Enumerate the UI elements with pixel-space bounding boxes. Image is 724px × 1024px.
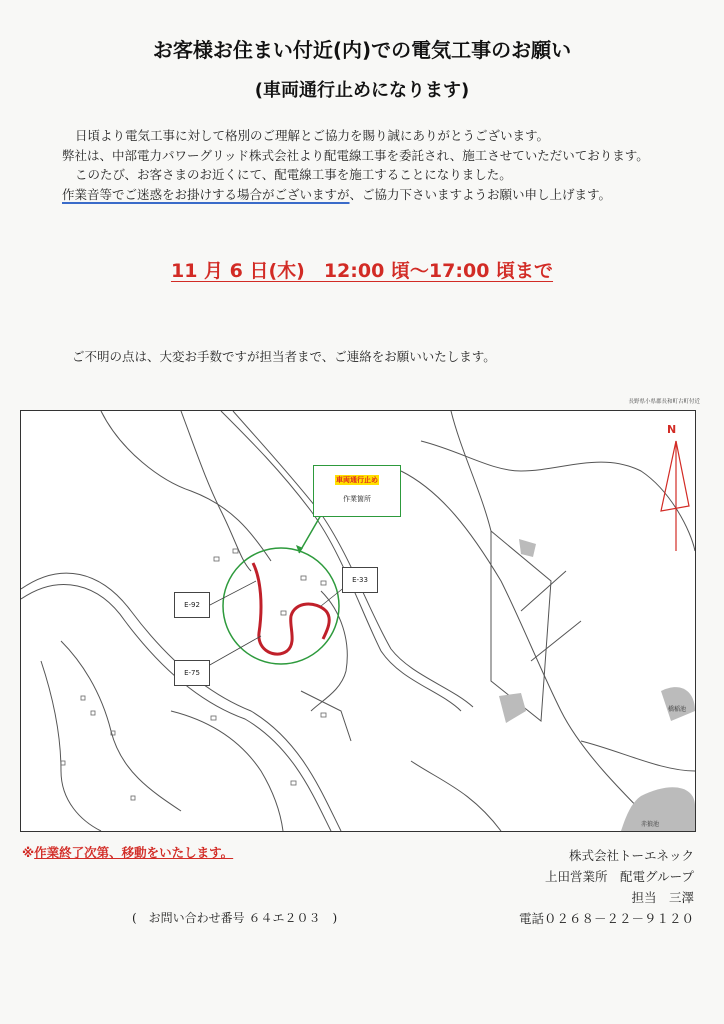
note-text: 作業終了次第、移動をいたします。 bbox=[34, 845, 234, 860]
road-line bbox=[411, 761, 501, 831]
inquiry-reference-number: ( お問い合わせ番号 ６４エ２０３ ) bbox=[132, 911, 338, 925]
body-text bbox=[62, 126, 702, 204]
pole-label-e92: E-92 bbox=[174, 592, 210, 618]
inquiry-text: ご不明の点は、大変お手数ですが担当者まで、ご連絡をお願いいたします。 bbox=[72, 349, 496, 364]
company-person: 担当 三澤 bbox=[631, 890, 694, 905]
road-line bbox=[41, 661, 101, 831]
road-line bbox=[171, 711, 283, 831]
completion-note bbox=[22, 843, 233, 861]
page-title: お客様お住まい付近(内)での電気工事のお願い bbox=[152, 38, 572, 62]
road-line bbox=[101, 411, 271, 561]
company-name: 株式会社トーエネック bbox=[568, 848, 694, 863]
place-label-2: 赤狼池 bbox=[641, 821, 660, 828]
ponds bbox=[499, 539, 695, 831]
pond-shape bbox=[519, 539, 536, 557]
company-office: 上田営業所 配電グループ bbox=[544, 869, 694, 884]
body-line-4-rest: 、ご協力下さいますようお願い申し上げます。 bbox=[349, 186, 612, 202]
callout-arrow bbox=[299, 515, 321, 553]
north-arrow bbox=[661, 441, 689, 551]
schedule-date bbox=[0, 256, 724, 283]
road-line bbox=[421, 441, 695, 551]
north-label: N bbox=[667, 423, 677, 436]
pole-label-e33: E-33 bbox=[342, 567, 378, 593]
note-mark: ※ bbox=[22, 845, 35, 860]
page-subtitle: (車両通行止めになります) bbox=[254, 80, 470, 101]
schedule-text: 11 月 6 日(木) 12:00 頃～17:00 頃まで bbox=[170, 260, 554, 282]
body-line-4 bbox=[62, 185, 702, 205]
company-phone: 電話０２６８－２２－９１２０ bbox=[518, 911, 694, 926]
callout-road-closed: 車両通行止め bbox=[336, 476, 378, 484]
field-outline bbox=[491, 531, 551, 721]
place-label-1: 橋稲池 bbox=[668, 706, 687, 713]
closed-road-route bbox=[253, 563, 329, 654]
road-line bbox=[401, 471, 661, 831]
work-area-map bbox=[20, 410, 696, 832]
road-line bbox=[221, 411, 461, 711]
road-line bbox=[21, 585, 331, 831]
body-line-2: 弊社は、中部電力パワーグリッド株式会社より配電線工事を委託され、施工させていただいております。 bbox=[62, 147, 649, 163]
road-line bbox=[61, 641, 181, 811]
road-line bbox=[451, 411, 491, 531]
road-closure-callout bbox=[313, 465, 401, 517]
body-line-3: このたび、お客さまのお近くにて、配電線工事を施工することになりました。 bbox=[75, 167, 512, 182]
callout-work-site: 作業箇所 bbox=[343, 495, 371, 503]
road-line bbox=[581, 741, 695, 771]
company-block bbox=[519, 845, 694, 929]
field-line bbox=[521, 571, 581, 661]
body-line-4-underlined: 作業音等でご迷惑をお掛けする場合がございますが bbox=[62, 186, 350, 202]
pond-shape bbox=[499, 693, 526, 723]
pole-leader-line bbox=[208, 581, 256, 606]
pole-label-e75: E-75 bbox=[174, 660, 210, 686]
map-location-label: 長野県小県郡長和町古町付近 bbox=[628, 399, 700, 405]
body-line-1: 日頃より電気工事に対して格別のご理解とご協力を賜り誠にありがとうございます。 bbox=[75, 128, 550, 143]
